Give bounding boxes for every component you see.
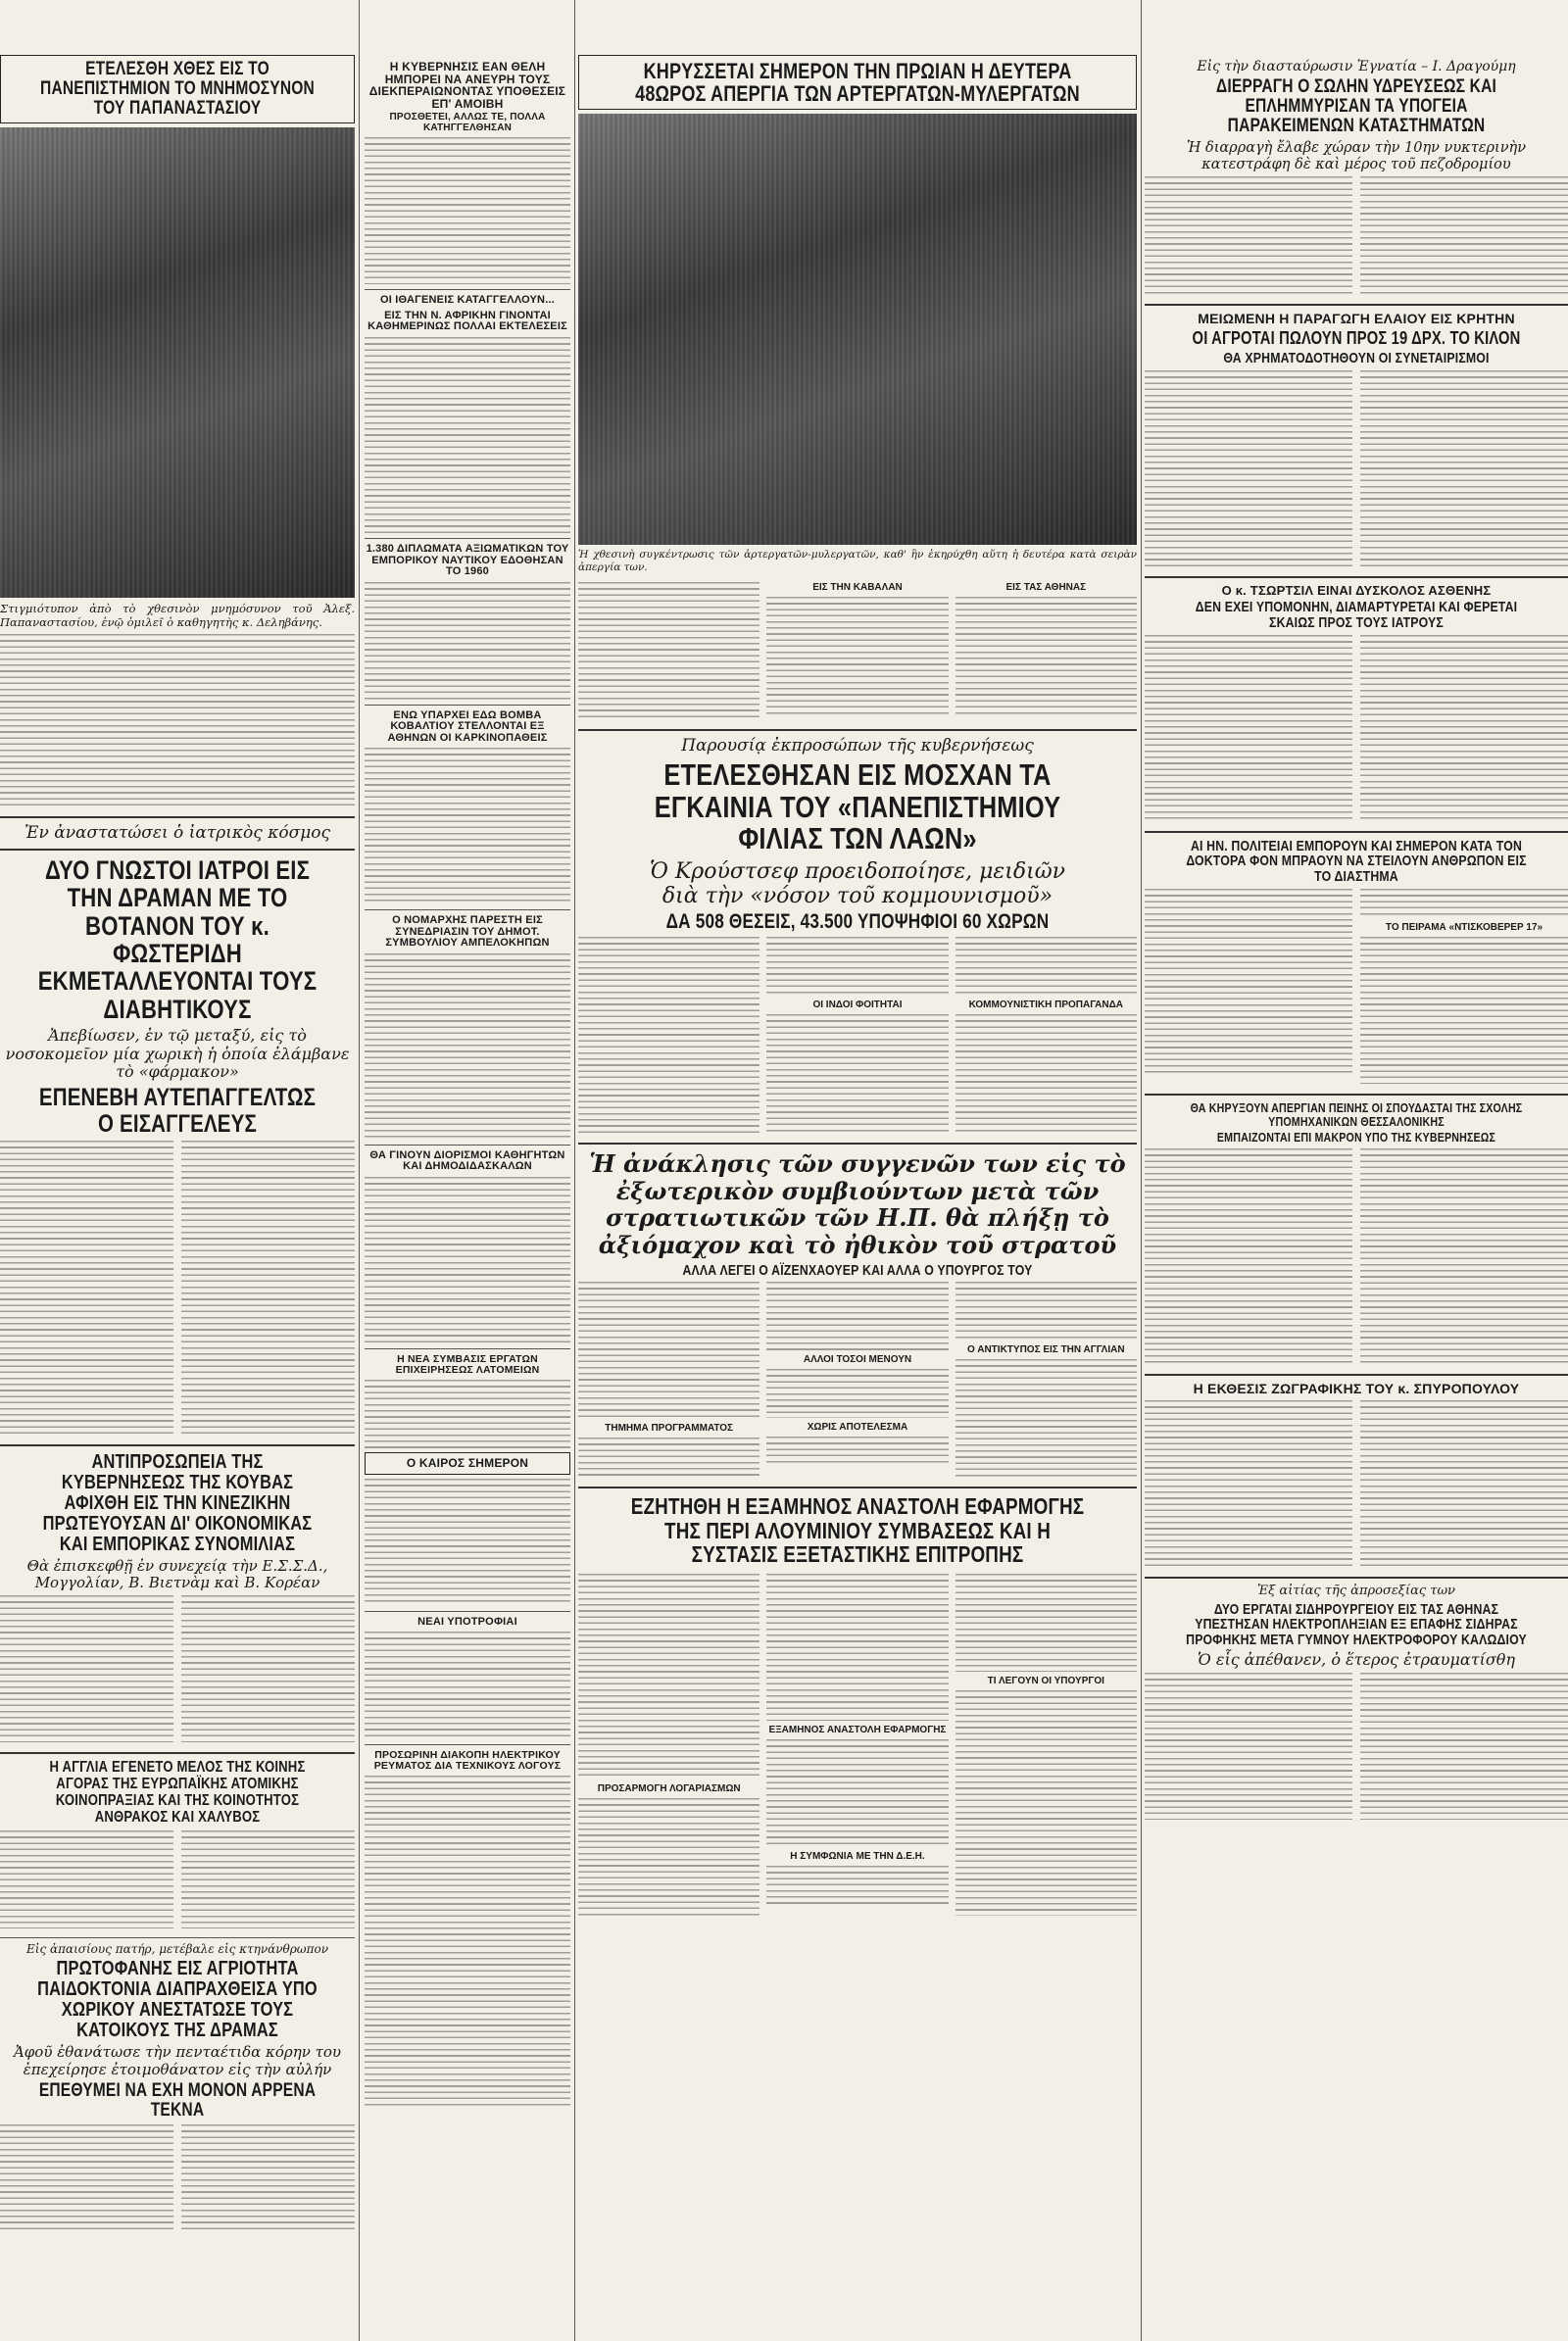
column-rule xyxy=(1141,0,1142,2341)
subhead: Ὁ εἷς ἀπέθανεν, ὁ ἕτερος ἐτραυματίσθη xyxy=(1198,1649,1515,1669)
photo-caption: Ἡ χθεσινὴ συγκέντρωσις τῶν ἀρτεργατῶν-μυλεργατῶν, καθ' ἣν ἐκηρύχθη αὕτη ἡ δευτέρα κατὰ σειρὰν ἀπεργία των. xyxy=(578,549,1137,574)
headline-agrotai: ΟΙ ΑΓΡΟΤΑΙ ΠΩΛΟΥΝ ΠΡΟΣ 19 ΔΡΧ. ΤΟ ΚΙΛΟΝ xyxy=(1192,327,1521,348)
small-heading: Ο ΑΝΤΙΚΤΥΠΟΣ ΕΙΣ ΤΗΝ ΑΓΓΛΙΑΝ xyxy=(967,1344,1125,1356)
kicker: Παρουσίᾳ ἐκπροσώπων τῆς κυβερνήσεως xyxy=(681,736,1034,756)
headline-ypotrofiai: ΝΕΑΙ ΥΠΟΤΡΟΦΙΑΙ xyxy=(417,1615,517,1628)
headline-solin-ydreuseos: ΔΙΕΡΡΑΓΗ Ο ΣΩΛΗΝ ΥΔΡΕΥΣΕΩΣ ΚΑΙ ΕΠΛΗΜΜΥΡΙΣΑΝ ΤΑ ΥΠΟΓΕΙΑ ΠΑΡΑΚΕΙΜΕΝΩΝ ΚΑΤΑΣΤΗΜΑΤΩΝ xyxy=(1215,76,1496,136)
small-heading: ΑΛΛΟΙ ΤΟΣΟΙ ΜΕΝΟΥΝ xyxy=(803,1354,912,1366)
kicker: Εἰς τὴν διασταύρωσιν Ἐγνατία – Ι. Δραγούμη xyxy=(1197,59,1516,74)
headline-diplomata: 1.380 ΔΙΠΛΩΜΑΤΑ ΑΞΙΩΜΑΤΙΚΩΝ ΤΟΥ ΕΜΠΟΡΙΚΟΥ ΝΑΥΤΙΚΟΥ ΕΔΟΘΗΣΑΝ ΤΟ 1960 xyxy=(366,543,569,578)
headline-anglia: Η ΑΓΓΛΙΑ ΕΓΕΝΕΤΟ ΜΕΛΟΣ ΤΗΣ ΚΟΙΝΗΣ ΑΓΟΡΑΣ ΤΗΣ ΕΥΡΩΠΑΪΚΗΣ ΑΤΟΜΙΚΗΣ ΚΟΙΝΟΠΡΑΞΙΑΣ ΚΑΙ ΤΗΣ ΚΟΙΝΟΤΗΤΟΣ ΑΝΘΡΑΚΟΣ ΚΑΙ ΧΑΛΥΒΟΣ xyxy=(49,1759,306,1826)
subhead: διὰ τὴν «νόσον τοῦ κομμουνισμοῦ» xyxy=(662,883,1054,908)
subhead: Ἀπεβίωσεν, ἐν τῷ μεταξύ, εἰς τὸ νοσοκομεῖον μία χωρικὴ ἡ ὁποία ἐλάμβανε τὸ «φάρμακον» xyxy=(5,1026,350,1081)
small-heading: ΟΙ ΙΝΔΟΙ ΦΟΙΤΗΤΑΙ xyxy=(812,1000,903,1011)
subhead: ΠΡΟΣΘΕΤΕΙ, ΑΛΛΩΣ ΤΕ, ΠΟΛΛΑ ΚΑΤΗΓΓΕΛΘΗΣΑΝ xyxy=(389,112,546,133)
headline-tsortsil: Ο κ. ΤΣΩΡΤΣΙΛ ΕΙΝΑΙ ΔΥΣΚΟΛΟΣ ΑΣΘΕΝΗΣ xyxy=(1221,582,1492,598)
small-heading: ΧΩΡΙΣ ΑΠΟΤΕΛΕΣΜΑ xyxy=(807,1422,908,1434)
headline-kairos: Ο ΚΑΙΡΟΣ ΣΗΜΕΡΟΝ xyxy=(406,1456,529,1471)
headline-anaklisis-syggenon: Ἡ ἀνάκλησις τῶν συγγενῶν των εἰς τὸ ἐξωτερικὸν συμβιούντων μετὰ τῶν στρατιωτικῶν τῶν Η.Π. θὰ πλήξῃ τὸ ἀξιόμαχον καὶ τὸ ἠθικὸν τοῦ στρατοῦ xyxy=(589,1149,1126,1260)
column-4 xyxy=(1145,0,1568,1824)
photo-workers-assembly xyxy=(578,114,1137,545)
headline-apergia-peinis: ΘΑ ΚΗΡΥΞΟΥΝ ΑΠΕΡΓΙΑΝ ΠΕΙΝΗΣ ΟΙ ΣΠΟΥΔΑΣΤΑΙ ΤΗΣ ΣΧΟΛΗΣ ΥΠΟΜΗΧΑΝΙΚΩΝ ΘΕΣΣΑΛΟΝΙΚΗΣ xyxy=(1190,1099,1523,1129)
headline-mnimosyno: ΕΤΕΛΕΣΘΗ ΧΘΕΣ ΕΙΣ ΤΟ ΠΑΝΕΠΙΣΤΗΜΙΟΝ ΤΟ ΜΝΗΜΟΣΥΝΟΝ ΤΟΥ ΠΑΠΑΝΑΣΤΑΣΙΟΥ xyxy=(40,59,315,119)
headline-paidoktonia: ΠΡΩΤΟΦΑΝΗΣ ΕΙΣ ΑΓΡΙΟΤΗΤΑ ΠΑΙΔΟΚΤΟΝΙΑ ΔΙΑΠΡΑΧΘΕΙΣΑ ΥΠΟ ΧΩΡΙΚΟΥ ΑΝΕΣΤΑΤΩΣΕ ΤΟΥΣ ΚΑΤΟΙΚΟΥΣ ΤΗΣ ΔΡΑΜΑΣ xyxy=(37,1958,318,2042)
headline-n-afriki: ΕΙΣ ΤΗΝ Ν. ΑΦΡΙΚΗΝ ΓΙΝΟΝΤΑΙ ΚΑΘΗΜΕΡΙΝΩΣ ΠΟΛΛΑΙ ΕΚΤΕΛΕΣΕΙΣ xyxy=(368,309,567,333)
headline-ypomoni: ΔΕΝ ΕΧΕΙ ΥΠΟΜΟΝΗΝ, ΔΙΑΜΑΡΤΥΡΕΤΑΙ ΚΑΙ ΦΕΡΕΤΑΙ ΣΚΑΙΩΣ ΠΡΟΣ ΤΟΥΣ ΙΑΤΡΟΥΣ xyxy=(1195,599,1518,631)
column-3 xyxy=(578,0,1137,1920)
subhead: Εἰς ἀπαισίους πατήρ, μετέβαλε εἰς κτηνάνθρωπον xyxy=(25,1941,328,1956)
subhead: Θὰ ἐπισκεφθῇ ἐν συνεχείᾳ τὴν Ε.Σ.Σ.Δ., Μογγολίαν, Β. Βιετνὰμ καὶ Β. Κορέαν xyxy=(26,1556,328,1592)
headline-kouba: ΑΝΤΙΠΡΟΣΩΠΕΙΑ ΤΗΣ ΚΥΒΕΡΝΗΣΕΩΣ ΤΗΣ ΚΟΥΒΑΣ ΑΦΙΧΘΗ ΕΙΣ ΤΗΝ ΚΙΝΕΖΙΚΗΝ ΠΡΩΤΕΥΟΥΣΑΝ ΔΙ' ΟΙΚΟΝΟΜΙΚΑΣ ΚΑΙ ΕΜΠΟΡΙΚΑΣ ΣΥΝΟΜΙΛΙΑΣ xyxy=(42,1450,313,1555)
photo-caption: Στιγμιότυπον ἀπὸ τὸ χθεσινὸν μνημόσυνον τοῦ Ἀλεξ. Παπαναστασίου, ἐνῷ ὁμιλεῖ ὁ καθηγητὴς κ. Δεληβάνης. xyxy=(0,601,355,630)
column-2 xyxy=(365,0,570,2113)
headline-ithageneis: ΟΙ ΙΘΑΓΕΝΕΙΣ ΚΑΤΑΓΓΕΛΛΟΥΝ... xyxy=(380,294,555,307)
headline-elaiou: ΜΕΙΩΜΕΝΗ Η ΠΑΡΑΓΩΓΗ ΕΛΑΙΟΥ ΕΙΣ ΚΡΗΤΗΝ xyxy=(1198,311,1515,327)
headline-iatroi-drama: ΔΥΟ ΓΝΩΣΤΟΙ ΙΑΤΡΟΙ ΕΙΣ ΤΗΝ ΔΡΑΜΑΝ ΜΕ ΤΟ ΒΟΤΑΝΟΝ ΤΟΥ κ. ΦΩΣΤΕΡΙΔΗ ΕΚΜΕΤΑΛΛΕΥΟΝΤΑΙ ΤΟΥΣ ΔΙΑΒΗΤΙΚΟΥΣ xyxy=(37,855,318,1024)
headline-ekthesis-zografikis: Η ΕΚΘΕΣΙΣ ΖΩΓΡΑΦΙΚΗΣ ΤΟΥ κ. ΣΠΥΡΟΠΟΥΛΟΥ xyxy=(1193,1380,1520,1396)
small-heading: ΤΗΜΗΜΑ ΠΡΟΓΡΑΜΜΑΤΟΣ xyxy=(605,1423,734,1435)
article-body xyxy=(0,634,355,810)
column-1 xyxy=(0,0,355,2236)
subhead: Ἡ διαρραγὴ ἔλαβε χώραν τὴν 10ην νυκτερινὴν κατεστράφη δὲ καὶ μέρος τοῦ πεζοδρομίου xyxy=(1186,139,1527,172)
kicker: Ἐξ αἰτίας τῆς ἀπροσεξίας των xyxy=(1257,1583,1455,1598)
headline-diorismoi: ΘΑ ΓΙΝΟΥΝ ΔΙΟΡΙΣΜΟΙ ΚΑΘΗΓΗΤΩΝ ΚΑΙ ΔΗΜΟΔΙΔΑΣΚΑΛΩΝ xyxy=(369,1148,565,1173)
headline-apergia-arterGaton: ΚΗΡΥΣΣΕΤΑΙ ΣΗΜΕΡΟΝ ΤΗΝ ΠΡΩΙΑΝ Η ΔΕΥΤΕΡΑ 48ΩΡΟΣ ΑΠΕΡΓΙΑ ΤΩΝ ΑΡΤΕΡΓΑΤΩΝ-ΜΥΛΕΡΓΑΤΩΝ xyxy=(635,59,1080,107)
headline-synetairismoi: ΘΑ ΧΡΗΜΑΤΟΔΟΤΗΘΟΥΝ ΟΙ ΣΥΝΕΤΑΙΡΙΣΜΟΙ xyxy=(1223,349,1490,366)
headline-moscha-panepistimio: ΕΤΕΛΕΣΘΗΣΑΝ ΕΙΣ ΜΟΣΧΑΝ ΤΑ ΕΓΚΑΙΝΙΑ ΤΟΥ «ΠΑΝΕΠΙΣΤΗΜΙΟΥ ΦΙΛΙΑΣ ΤΩΝ ΛΑΩΝ» xyxy=(654,756,1061,856)
small-heading: ΚΟΜΜΟΥΝΙΣΤΙΚΗ ΠΡΟΠΑΓΑΝΔΑ xyxy=(968,1000,1123,1011)
small-heading: ΕΙΣ ΤΑΣ ΑΘΗΝΑΣ xyxy=(1005,582,1087,594)
small-heading: ΕΙΣ ΤΗΝ ΚΑΒΑΛΑΝ xyxy=(812,582,903,594)
photo-memorial-service xyxy=(0,127,355,598)
headline-diakopi-reumatos: ΠΡΟΣΩΡΙΝΗ ΔΙΑΚΟΠΗ ΗΛΕΚΤΡΙΚΟΥ ΡΕΥΜΑΤΟΣ ΔΙΑ ΤΕΧΝΙΚΟΥΣ ΛΟΓΟΥΣ xyxy=(373,1749,562,1773)
headline-symvasis-ergaton: Η ΝΕΑ ΣΥΜΒΑΣΙΣ ΕΡΓΑΤΩΝ ΕΠΙΧΕΙΡΗΣΕΩΣ ΛΑΤΟΜΕΙΩΝ xyxy=(395,1353,540,1377)
headline-theseis: ΔΑ 508 ΘΕΣΕΙΣ, 43.500 ΥΠΟΨΗΦΙΟΙ 60 ΧΩΡΩΝ xyxy=(665,910,1050,934)
small-heading: ΤΙ ΛΕΓΟΥΝ ΟΙ ΥΠΟΥΡΓΟΙ xyxy=(987,1675,1104,1686)
subhead: Ὁ Κρούστσεφ προειδοποίησε, μειδιῶν xyxy=(649,858,1066,884)
small-heading: ΤΟ ΠΕΙΡΑΜΑ «ΝΤΙΣΚΟΒΕΡΕΡ 17» xyxy=(1385,921,1544,933)
subhead: Ἐν ἀναστατώσει ὁ ἰατρικὸς κόσμος xyxy=(24,822,331,843)
headline-kyvernisis: Η ΚΥΒΕΡΝΗΣΙΣ ΕΑΝ ΘΕΛΗ ΗΜΠΟΡΕΙ ΝΑ ΑΝΕΥΡΗ ΤΟΥΣ ΔΙΕΚΠΕΡΑΙΩΝΟΝΤΑΣ ΥΠΟΘΕΣΕΙΣ ΕΠ' ΑΜΟΙΒΗ xyxy=(368,60,566,111)
headline-alouminio: ΕΖΗΤΗΘΗ Η ΕΞΑΜΗΝΟΣ ΑΝΑΣΤΟΛΗ ΕΦΑΡΜΟΓΗΣ ΤΗΣ ΠΕΡΙ ΑΛΟΥΜΙΝΙΟΥ ΣΥΜΒΑΣΕΩΣ ΚΑΙ Η ΣΥΣΤΑΣΙΣ ΕΞΕΤΑΣΤΙΚΗΣ ΕΠΙΤΡΟΠΗΣ xyxy=(630,1493,1085,1567)
column-rule xyxy=(359,0,360,2341)
headline-vomva-kovaltiou: ΕΝΩ ΥΠΑΡΧΕΙ ΕΔΩ ΒΟΜΒΑ ΚΟΒΑΛΤΙΟΥ ΣΤΕΛΛΟΝΤΑΙ ΕΞ ΑΘΗΝΩΝ ΟΙ ΚΑΡΚΙΝΟΠΑΘΕΙΣ xyxy=(387,708,548,744)
small-heading: Η ΣΥΜΦΩΝΙΑ ΜΕ ΤΗΝ Δ.Ε.Η. xyxy=(790,1850,925,1862)
headline-nomarchis: Ο ΝΟΜΑΡΧΗΣ ΠΑΡΕΣΤΗ ΕΙΣ ΣΥΝΕΔΡΙΑΣΙΝ ΤΟΥ ΔΗΜΟΤ. ΣΥΜΒΟΥΛΙΟΥ ΑΜΠΕΛΟΚΗΠΩΝ xyxy=(385,914,550,950)
headline-arrena: ΕΠΕΘΥΜΕΙ ΝΑ ΕΧΗ ΜΟΝΟΝ ΑΡΡΕΝΑ ΤΕΚΝΑ xyxy=(38,2079,317,2121)
headline-fon-braoun: ΑΙ ΗΝ. ΠΟΛΙΤΕΙΑΙ ΕΜΠΟΡΟΥΝ ΚΑΙ ΣΗΜΕΡΟΝ ΚΑΤΑ ΤΟΝ ΔΟΚΤΟΡΑ ΦΟΝ ΜΠΡΑΟΥΝ ΝΑ ΣΤΕΙΛΟΥΝ ΑΝΘΡΩΠΟΝ ΕΙΣ ΤΟ ΔΙΑΣΤΗΜΑ xyxy=(1186,837,1527,886)
headline-eisaggeleus: ΕΠΕΝΕΒΗ ΑΥΤΕΠΑΓΓΕΛΤΩΣ Ο ΕΙΣΑΓΓΕΛΕΥΣ xyxy=(38,1084,317,1138)
subhead: ΕΜΠΑΙΖΟΝΤΑΙ ΕΠΙ ΜΑΚΡΟΝ ΥΠΟ ΤΗΣ ΚΥΒΕΡΝΗΣΕΩΣ xyxy=(1216,1130,1496,1146)
subhead: Ἀφοῦ ἐθανάτωσε τὴν πενταέτιδα κόρην του ἐπεχείρησε ἐτοιμοθάνατον εἰς τὴν αὐλήν xyxy=(13,2043,342,2078)
column-rule xyxy=(574,0,575,2341)
subhead: ΑΛΛΑ ΛΕΓΕΙ Ο ΑΪΖΕΝΧΑΟΥΕΡ ΚΑΙ ΑΛΛΑ Ο ΥΠΟΥΡΓΟΣ ΤΟΥ xyxy=(682,1261,1033,1279)
small-heading: ΠΡΟΣΑΡΜΟΓΗ ΛΟΓΑΡΙΑΣΜΩΝ xyxy=(597,1782,741,1794)
small-heading: ΕΞΑΜΗΝΟΣ ΑΝΑΣΤΟΛΗ ΕΦΑΡΜΟΓΗΣ xyxy=(768,1724,947,1735)
headline-ilektroplixia: ΔΥΟ ΕΡΓΑΤΑΙ ΣΙΔΗΡΟΥΡΓΕΙΟΥ ΕΙΣ ΤΑΣ ΑΘΗΝΑΣ ΥΠΕΣΤΗΣΑΝ ΗΛΕΚΤΡΟΠΛΗΞΙΑΝ ΕΞ ΕΠΑΦΗΣ ΣΙΔΗΡΑΣ ΠΡΟΦΗΚΗΣ ΜΕΤΑ ΓΥΜΝΟΥ ΗΛΕΚΤΡΟΦΟΡΟΥ ΚΑΛΩΔΙΟΥ xyxy=(1186,1600,1527,1649)
